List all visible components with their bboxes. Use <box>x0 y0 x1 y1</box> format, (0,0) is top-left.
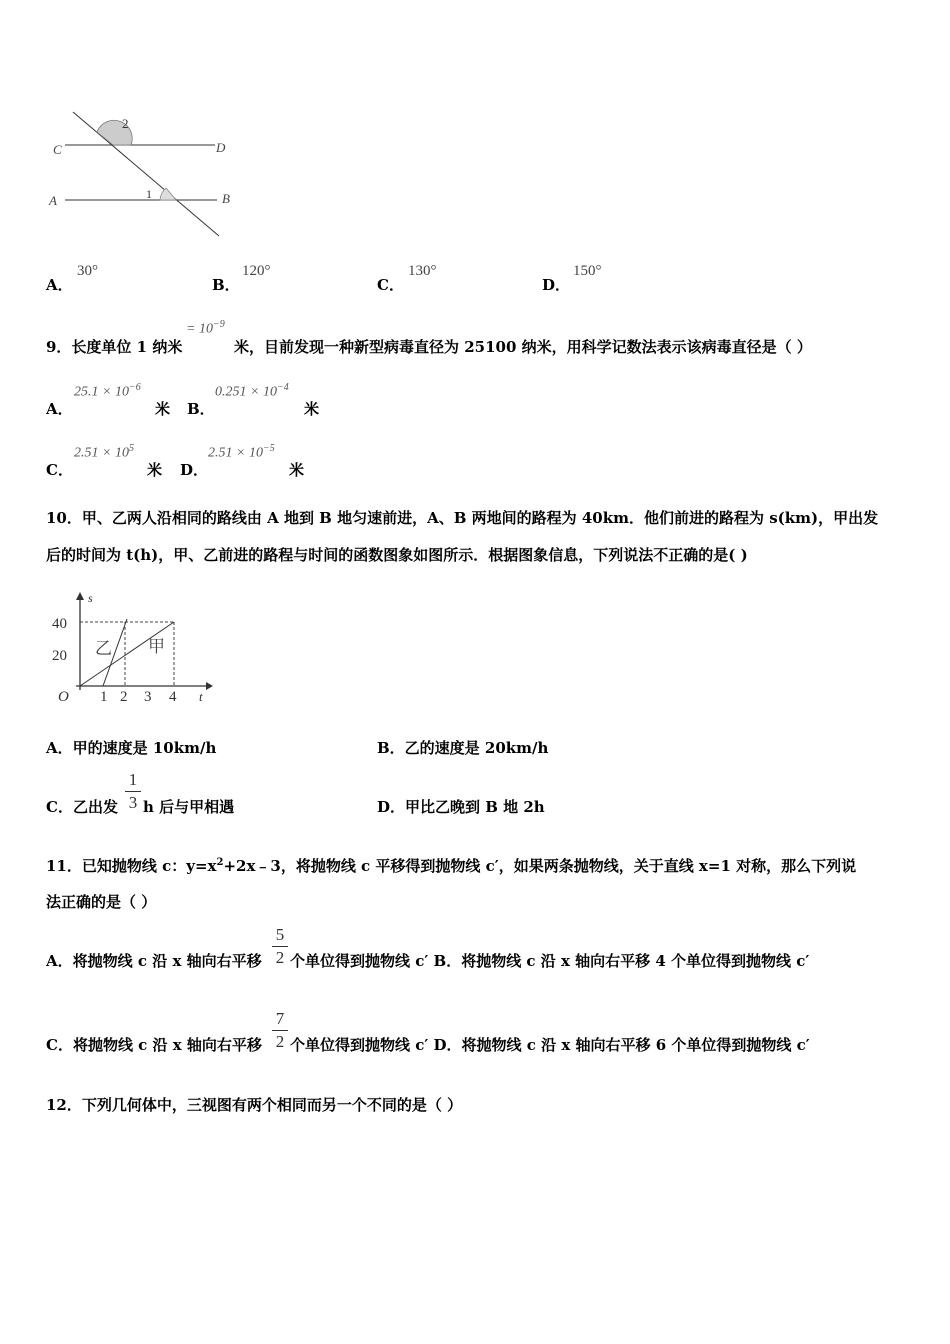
q11-option-a-fraction <box>272 925 288 968</box>
y-tick-40: 40 <box>52 616 67 632</box>
q8-option-a-letter[interactable]: A． <box>46 276 73 294</box>
q9-stem-start: 9．长度单位 1 纳米 <box>46 338 183 356</box>
q9-option-d-value: $2.51 \times 10^{-5}$ <box>208 443 275 461</box>
x-tick-3: 3 <box>144 689 152 705</box>
q9-stem-equation: = $10^{-9}$ <box>186 319 225 337</box>
y-axis-arrow <box>76 592 84 600</box>
q8-option-c-value: 130° <box>408 263 437 279</box>
q9-option-a-unit: 米 <box>155 400 171 418</box>
q10-option-c-suffix: h 后与甲相遇 <box>143 798 235 816</box>
y-axis-label: s <box>88 591 93 605</box>
q10-option-b[interactable]: B．乙的速度是 20km/h <box>377 739 549 757</box>
q8-option-b-value: 120° <box>242 263 271 279</box>
q10-stem-line2: 后的时间为 t(h)，甲、乙前进的路程与时间的函数图象如图所示．根据图象信息，下列说法不正确的是( ) <box>46 546 748 564</box>
distance-time-graph <box>46 588 216 710</box>
q11-option-ab-suffix[interactable]: 个单位得到抛物线 c′ B．将抛物线 c 沿 x 轴向右平移 4 个单位得到抛物线 c′ <box>290 952 810 970</box>
x-tick-2: 2 <box>120 689 128 705</box>
q10-option-d[interactable]: D．甲比乙晚到 B 地 2h <box>377 798 545 816</box>
q11-stem-line1: 11．已知抛物线 c：$y=x^2+2x﹣3$，将抛物线 c 平移得到抛物线 c′，如果两条抛物线，关于直线 x=1 对称，那么下列说 <box>46 857 857 875</box>
q11-option-a-prefix[interactable]: A．将抛物线 c 沿 x 轴向右平移 <box>46 952 262 970</box>
q11-option-c-fraction <box>272 1009 288 1052</box>
q8-option-b-letter[interactable]: B． <box>212 276 240 294</box>
q11-option-cd-suffix[interactable]: 个单位得到抛物线 c′ D．将抛物线 c 沿 x 轴向右平移 6 个单位得到抛物线 c′ <box>290 1036 810 1054</box>
label-d: D <box>216 140 226 155</box>
q9-option-a-value: $25.1 \times 10^{-6}$ <box>74 382 141 400</box>
fraction-numerator: 1 <box>128 770 138 789</box>
x-tick-1: 1 <box>100 689 108 705</box>
q10-stem-line1: 10．甲、乙两人沿相同的路线由 A 地到 B 地匀速前进，A、B 两地间的路程为 40km．他们前进的路程为 s(km)，甲出发 <box>46 509 879 527</box>
label-angle-2: 2 <box>122 116 129 131</box>
q8-option-c-letter[interactable]: C． <box>377 276 404 294</box>
fraction-denominator: 2 <box>275 1032 285 1051</box>
fraction-denominator: 2 <box>275 948 285 967</box>
transversal <box>73 112 219 236</box>
fraction-denominator: 3 <box>128 793 138 812</box>
q9-stem-end: 米，目前发现一种新型病毒直径为 25100 纳米，用科学记数法表示该病毒直径是（ ） <box>234 338 812 356</box>
q9-option-c-value: $2.51 \times 10^5$ <box>74 443 134 461</box>
x-axis-label: t <box>199 689 203 704</box>
q8-option-d-value: 150° <box>573 263 602 279</box>
parallel-lines-figure <box>45 108 255 243</box>
q9-option-b-letter[interactable]: B． <box>187 400 215 418</box>
label-a: A <box>49 193 57 208</box>
label-yi: 乙 <box>95 639 112 658</box>
y-tick-20: 20 <box>52 648 67 664</box>
q9-option-c-unit: 米 <box>147 461 163 479</box>
q9-option-c-letter[interactable]: C． <box>46 461 73 479</box>
q10-option-a[interactable]: A．甲的速度是 10km/h <box>46 739 217 757</box>
angle-1-arc <box>160 188 176 200</box>
q10-option-c-prefix[interactable]: C．乙出发 <box>46 798 118 816</box>
q8-option-d-letter[interactable]: D． <box>542 276 571 294</box>
q9-option-b-unit: 米 <box>304 400 320 418</box>
q10-option-c-fraction <box>125 770 141 813</box>
origin-label: O <box>58 689 69 705</box>
fraction-numerator: 7 <box>275 1009 285 1028</box>
label-c: C <box>53 142 62 157</box>
q12-stem: 12．下列几何体中，三视图有两个相同而另一个不同的是（ ） <box>46 1096 463 1114</box>
q9-option-d-unit: 米 <box>289 461 305 479</box>
q9-option-d-letter[interactable]: D． <box>180 461 209 479</box>
x-axis-arrow <box>206 682 213 690</box>
q11-stem-line2: 法正确的是（ ） <box>46 893 157 911</box>
label-b: B <box>222 191 230 206</box>
fraction-numerator: 5 <box>275 925 285 944</box>
q9-option-a-letter[interactable]: A． <box>46 400 73 418</box>
q11-option-c-prefix[interactable]: C．将抛物线 c 沿 x 轴向右平移 <box>46 1036 262 1054</box>
q9-option-b-value: $0.251 \times 10^{-4}$ <box>215 382 289 400</box>
label-angle-1: 1 <box>146 187 152 201</box>
label-jia: 甲 <box>148 637 165 656</box>
q8-option-a-value: 30° <box>77 263 98 279</box>
x-tick-4: 4 <box>169 689 177 705</box>
